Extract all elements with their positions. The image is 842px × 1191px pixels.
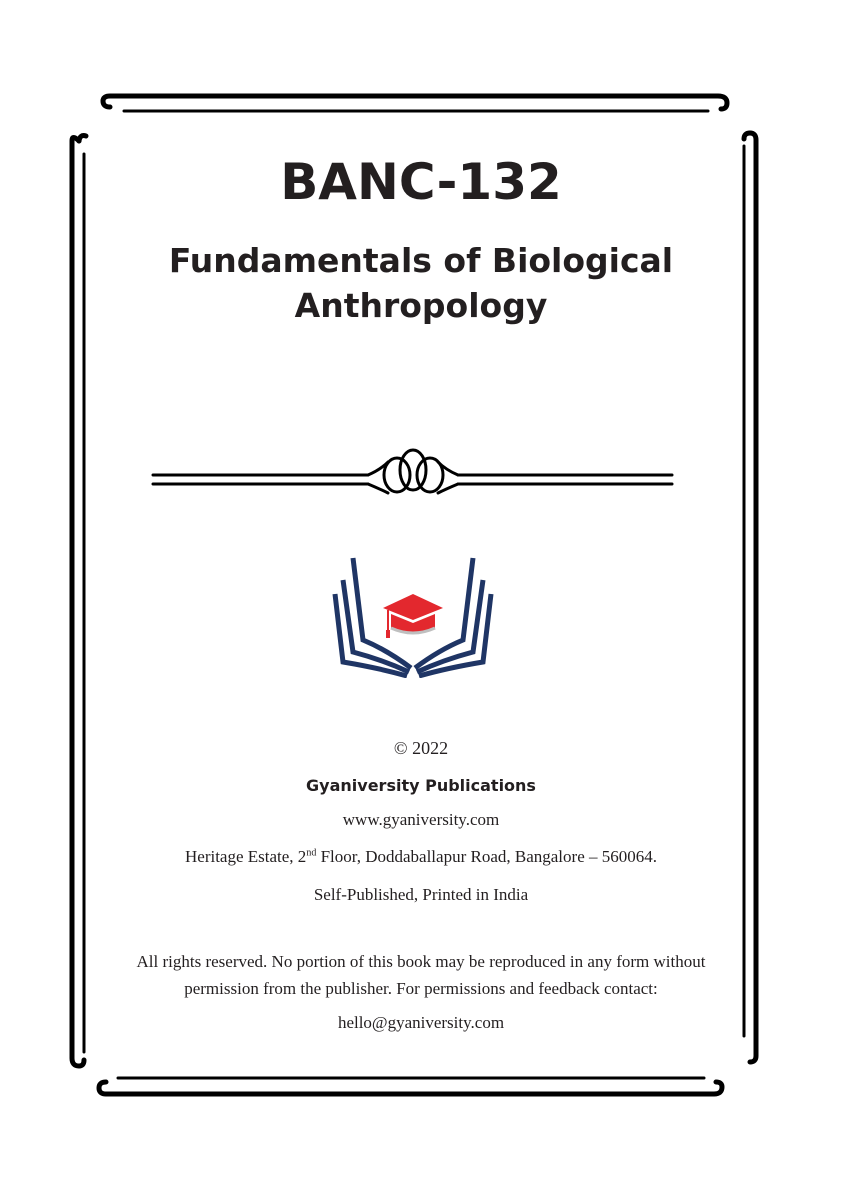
rights-line-2: permission from the publisher. For permissions and feedback contact: (184, 979, 658, 998)
publisher-website: www.gyaniversity.com (342, 810, 500, 829)
address-part-2: Floor, Doddaballapur Road, Bangalore – 560064. (316, 847, 657, 866)
book-title-line-2: Anthropology (294, 286, 548, 325)
rights-line-1: All rights reserved. No portion of this book may be reproduced in any form without (136, 952, 706, 971)
course-code: BANC-132 (280, 153, 562, 211)
address-part-1: Heritage Estate, 2 (185, 847, 307, 866)
copyright-year: © 2022 (393, 738, 449, 758)
book-title-line-1: Fundamentals of Biological (168, 241, 674, 280)
publisher-name: Gyaniversity Publications (306, 776, 536, 795)
publisher-address (0, 847, 842, 867)
open-book-graduation-cap-icon (331, 556, 495, 678)
graduation-cap (383, 594, 443, 638)
contact-email: hello@gyaniversity.com (337, 1013, 505, 1032)
printed-note: Self-Published, Printed in India (313, 885, 529, 904)
rights-notice (0, 948, 842, 1002)
address-ordinal: nd (306, 847, 317, 859)
